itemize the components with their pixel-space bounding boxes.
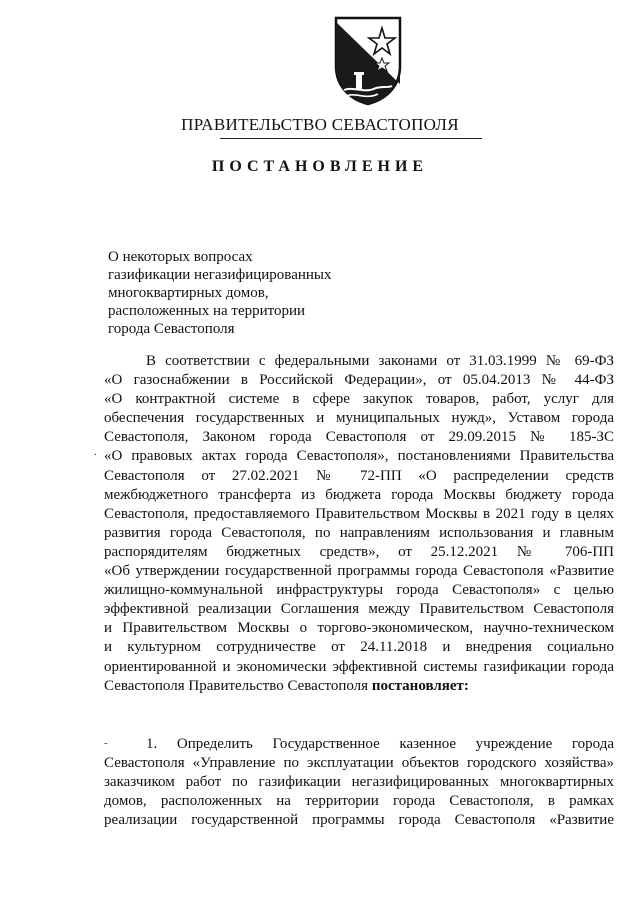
text-line: распорядителям бюджетных средств», от 25.12.2021 № 706-ПП [104,543,614,560]
text-line: межбюджетного трансферта из бюджета города Москвы бюджету города [104,486,614,503]
text-line: жилищно-коммунальной инфраструктуры города Севастополя» с целью [104,582,614,599]
text-line: эффективной реализации Соглашения между Правительством Севастополя [104,601,614,618]
text-line: «Об утверждении государственной программы города Севастополя «Развитие [104,563,614,580]
text-line: домов, расположенных на территории города Севастополя, в рамках [104,793,614,810]
title-underline [220,138,482,139]
document-type: ПОСТАНОВЛЕНИЕ [211,158,429,175]
text-line: обеспечения государственных и муниципальных нужд», Уставом города [104,410,614,427]
subject-line: О некоторых вопросах [108,249,253,265]
text-line: реализации государственной программы города Севастополя «Развитие [104,812,614,829]
text-line: Севастополя «Управление по эксплуатации объектов городского хозяйства» [104,755,614,772]
item-1-paragraph [104,735,614,830]
resolves-keyword: постановляет: [371,677,469,694]
scan-dot-mark: . [94,446,97,458]
text-line: и Правительством Москвы о торгово-экономическом, научно-техническом [104,620,614,637]
text-line: «О газоснабжении в Российской Федерации», от 05.04.2013 № 44-ФЗ [104,372,614,389]
scan-dash-mark: - [104,737,108,749]
subject-line: расположенных на территории [108,303,306,319]
text-line: Севастополя от 27.02.2021 № 72-ПП «О распределении средств [104,467,614,484]
coat-of-arms-emblem [332,14,404,106]
government-name: ПРАВИТЕЛЬСТВО СЕВАСТОПОЛЯ [181,115,459,134]
subject-line: газификации негазифицированных [108,267,332,283]
text-line: развития города Севастополя, по направлениям использования и главным [104,524,614,541]
text-line [104,677,614,696]
text-line: «О контрактной системе в сфере закупок товаров, работ, услуг для [104,391,614,408]
text-line: Севастополя, Законом города Севастополя от 29.09.2015 № 185-ЗС [104,429,614,446]
preamble-paragraph [104,352,614,696]
text-line: «О правовых актах города Севастополя», постановлениями Правительства [104,448,614,465]
document-subject [108,248,331,338]
text-line: и культурном сотрудничестве от 24.11.2018 и внедрения социально [104,639,614,656]
subject-line: города Севастополя [108,321,235,337]
text-line: 1. Определить Государственное казенное учреждение города [146,736,614,752]
text-line: заказчиком работ по газификации негазифицированных многоквартирных [104,774,614,791]
subject-line: многоквартирных домов, [108,285,269,301]
text-line: Севастополя, предоставляемого Правительством Москвы в 2021 году в целях [104,505,614,522]
text-line: ориентированной и экономически эффективной системы газификации города [104,658,614,675]
text-line: В соответствии с федеральными законами от 31.03.1999 № 69-ФЗ [146,353,614,369]
text-fragment: Севастополя Правительство Севастополя [104,677,372,694]
